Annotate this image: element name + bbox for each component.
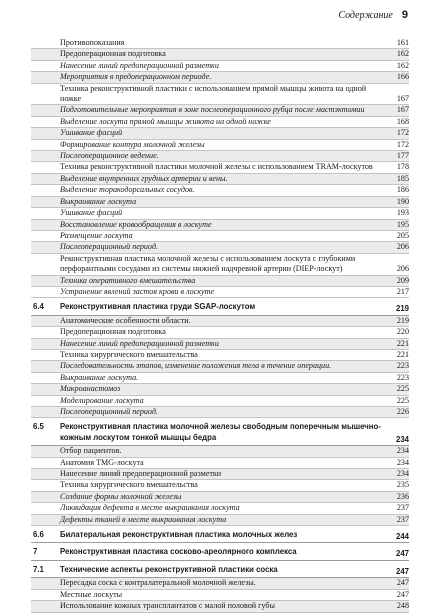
toc-section-heading — [31, 546, 409, 560]
toc-entry — [31, 469, 409, 480]
toc-page-number: 168 — [396, 116, 409, 126]
toc-entry-title: Техника хирургического вмешательства — [60, 349, 198, 359]
toc-entry — [31, 231, 409, 242]
toc-entry-title: Послеоперационный период. — [60, 407, 158, 416]
toc-entry — [31, 254, 409, 276]
toc-entry-title: Предоперационная подготовка — [60, 49, 166, 59]
page-header — [338, 9, 408, 21]
toc-entry-title: Пересадка соска с контралатеральной молочной железы. — [60, 578, 256, 588]
toc-page-number: 195 — [396, 219, 409, 229]
toc-entry-title: Послеоперационное ведение. — [60, 151, 159, 161]
toc-section-number: 7.1 — [33, 564, 44, 574]
toc-section-heading — [31, 564, 409, 578]
toc-page-number: 206 — [396, 242, 409, 252]
toc-page-number: 223 — [396, 361, 409, 371]
running-header-title: Содержание — [338, 10, 393, 21]
toc-entry — [31, 185, 409, 196]
toc-entry-title: Использование кожных трансплантатов с малой половой губы — [60, 601, 275, 611]
toc-entry-title: Мероприятия в предоперационном периоде. — [60, 72, 212, 82]
toc-page-number: 193 — [396, 208, 409, 218]
toc-page-number: 225 — [396, 395, 409, 405]
toc-page-number: 166 — [396, 72, 409, 82]
toc-entry — [31, 276, 409, 287]
toc-section-number: 7 — [33, 547, 38, 557]
toc-entry-title: Выделение торакодорсальных сосудов. — [60, 185, 195, 195]
toc-entry-title: Выкраивание лоскута — [60, 196, 137, 206]
toc-entry-title: Послеоперационный период. — [60, 242, 158, 252]
toc-entry — [31, 578, 409, 589]
toc-page-number: 226 — [396, 407, 409, 416]
toc-entry-title: Предоперационная подготовка — [60, 327, 166, 337]
toc-entry — [31, 117, 409, 128]
toc-entry-title: Техника реконструктивной пластики молочной железы с использованием TRAM-лоскутов — [60, 162, 373, 172]
toc-page-number: 217 — [396, 286, 409, 296]
toc-page-number: 237 — [396, 503, 409, 513]
toc-entry-title: Техника реконструктивной пластики с использованием прямой мышцы живота на одной ножке — [60, 83, 367, 104]
toc-entry — [31, 350, 409, 361]
toc-entry — [31, 458, 409, 469]
toc-entry — [31, 105, 409, 116]
toc-page-number: 209 — [396, 275, 409, 285]
toc-page-number: 190 — [396, 196, 409, 206]
toc-page-number: 162 — [396, 49, 409, 59]
toc-entry-title: Техника хирургического вмешательства — [60, 480, 198, 490]
toc-page-number: 206 — [396, 264, 409, 274]
toc-page-number: 247 — [396, 589, 409, 599]
toc-entry-title: Ушивание фасций — [60, 128, 123, 138]
toc-entry — [31, 601, 409, 612]
toc-entry — [31, 373, 409, 384]
toc-entry — [31, 84, 409, 106]
toc-entry-title: Нанесение линий предоперационной разметки — [60, 469, 222, 479]
toc-page-number: 221 — [396, 338, 409, 348]
toc-entry — [31, 208, 409, 219]
toc-entry-title: Дефекты тканей в месте выкраивания лоскута — [60, 514, 227, 524]
toc-page-number: 247 — [395, 549, 409, 559]
toc-entry — [31, 197, 409, 208]
toc-section-heading — [31, 529, 409, 543]
toc-entry — [31, 361, 409, 372]
toc-entry — [31, 220, 409, 231]
toc-entry-title: Восстановление кровообращения в лоскуте — [60, 219, 212, 229]
toc-page-number: 186 — [396, 185, 409, 195]
toc-page-number: 162 — [396, 60, 409, 70]
toc-entry-title: Выкраивание лоскута. — [60, 372, 139, 382]
toc-page-number: 167 — [396, 105, 409, 115]
toc-page-number: 205 — [396, 230, 409, 240]
toc-entry — [31, 72, 409, 83]
toc-page-number: 223 — [396, 372, 409, 382]
toc-entry — [31, 128, 409, 139]
toc-section-title: Реконструктивная пластика молочной железы свободным поперечным мышечно-кожным лоскутом тонкой мышцы бедра — [60, 422, 381, 442]
toc-page-number: 219 — [396, 315, 409, 325]
toc-page-number: 234 — [396, 469, 409, 479]
toc-entry-title: Создание формы молочной железы — [60, 491, 182, 501]
toc-entry — [31, 242, 409, 253]
toc-page-number: 221 — [396, 349, 409, 359]
toc-entry — [31, 316, 409, 327]
toc-entry-title: Размещение лоскута — [60, 230, 133, 240]
toc-page-number: 219 — [395, 304, 409, 314]
toc-page-number: 248 — [396, 601, 409, 611]
toc-entry — [31, 384, 409, 395]
toc-entry — [31, 339, 409, 350]
page-number: 9 — [401, 9, 408, 21]
toc-entry — [31, 38, 409, 49]
toc-page-number: 220 — [396, 327, 409, 337]
toc-page-number: 185 — [396, 173, 409, 183]
table-of-contents — [31, 38, 409, 613]
toc-entry-title: Анатомические особенности области. — [60, 315, 191, 325]
toc-entry-title: Микроанастомоз — [60, 384, 121, 394]
toc-entry-title: Местные лоскуты — [60, 589, 123, 599]
toc-page-number: 178 — [396, 162, 409, 172]
toc-entry-title: Ушивание фасций — [60, 208, 123, 218]
toc-page-number: 244 — [395, 532, 409, 542]
toc-page-number: 172 — [396, 139, 409, 149]
toc-page-number: 237 — [396, 514, 409, 524]
toc-entry-title: Отбор пациентов. — [60, 446, 122, 456]
toc-entry — [31, 492, 409, 503]
toc-entry-title: Реконструктивная пластика молочной железы с использованием лоскута с глубокими перфорантными сосудами из системы нижней надчревной артерии (DIEP-лоскут) — [60, 253, 356, 274]
toc-page-number: 172 — [396, 128, 409, 138]
toc-entry — [31, 174, 409, 185]
toc-entry-title: Моделирование лоскута — [60, 395, 144, 405]
toc-page-number: 236 — [396, 491, 409, 501]
toc-entry-title: Нанесение линий предоперационной разметки — [60, 60, 219, 70]
toc-section-number: 6.6 — [33, 530, 44, 540]
toc-section-number: 6.4 — [33, 302, 44, 312]
toc-section-number: 6.5 — [33, 422, 44, 432]
toc-page-number: 167 — [396, 94, 409, 104]
toc-entry — [31, 480, 409, 491]
toc-entry-title: Последовательность этапов, изменение положения тела в течение операции. — [60, 361, 332, 371]
toc-entry-title: Противопоказания — [60, 38, 125, 47]
toc-page-number: 235 — [396, 480, 409, 490]
toc-entry — [31, 61, 409, 72]
toc-entry — [31, 503, 409, 514]
toc-entry-title: Устранение явлений застоя крови в лоскуте — [60, 286, 215, 296]
toc-page-number: 234 — [395, 434, 409, 444]
toc-entry-title: Выделение лоскута прямой мышцы живота на одной ножке — [60, 116, 271, 126]
toc-entry-title: Техника оперативного вмешательства — [60, 275, 196, 285]
toc-section-heading — [31, 421, 409, 446]
toc-entry-title: Нанесение линий предоперационной разметки — [60, 338, 219, 348]
toc-page-number: 247 — [396, 578, 409, 588]
toc-entry — [31, 287, 409, 298]
toc-section-title: Технические аспекты реконструктивной пластики соска — [60, 564, 278, 574]
toc-entry — [31, 140, 409, 151]
toc-entry-title: Ликвидация дефекта в месте выкраивания лоскута — [60, 503, 240, 513]
toc-entry-title: Выделение внутренних грудных артерии и вены. — [60, 173, 228, 183]
toc-entry — [31, 49, 409, 60]
toc-page-number: 225 — [396, 384, 409, 394]
toc-entry-title: Подготовительные мероприятия в зоне послеоперационного рубца после мастэктомии — [60, 105, 365, 115]
toc-entry — [31, 151, 409, 162]
toc-page-number: 161 — [396, 38, 409, 47]
toc-page-number: 247 — [395, 566, 409, 576]
toc-page-number: 234 — [396, 457, 409, 467]
toc-entry-title: Формирование контура молочной железы — [60, 139, 205, 149]
toc-entry — [31, 590, 409, 601]
toc-page-number: 234 — [396, 446, 409, 456]
toc-section-heading — [31, 301, 409, 315]
toc-entry — [31, 515, 409, 526]
toc-entry — [31, 327, 409, 338]
toc-entry — [31, 162, 409, 173]
toc-entry — [31, 446, 409, 457]
toc-page-number: 177 — [396, 151, 409, 161]
toc-entry — [31, 407, 409, 418]
toc-section-title: Реконструктивная пластика груди SGAP-лоскутом — [60, 302, 256, 312]
toc-entry — [31, 396, 409, 407]
toc-section-title: Реконструктивная пластика сосково-ареолярного комплекса — [60, 547, 297, 557]
toc-entry-title: Анатомия TMG-лоскута — [60, 457, 144, 467]
toc-section-title: Билатеральная реконструктивная пластика молочных желез — [60, 530, 298, 540]
